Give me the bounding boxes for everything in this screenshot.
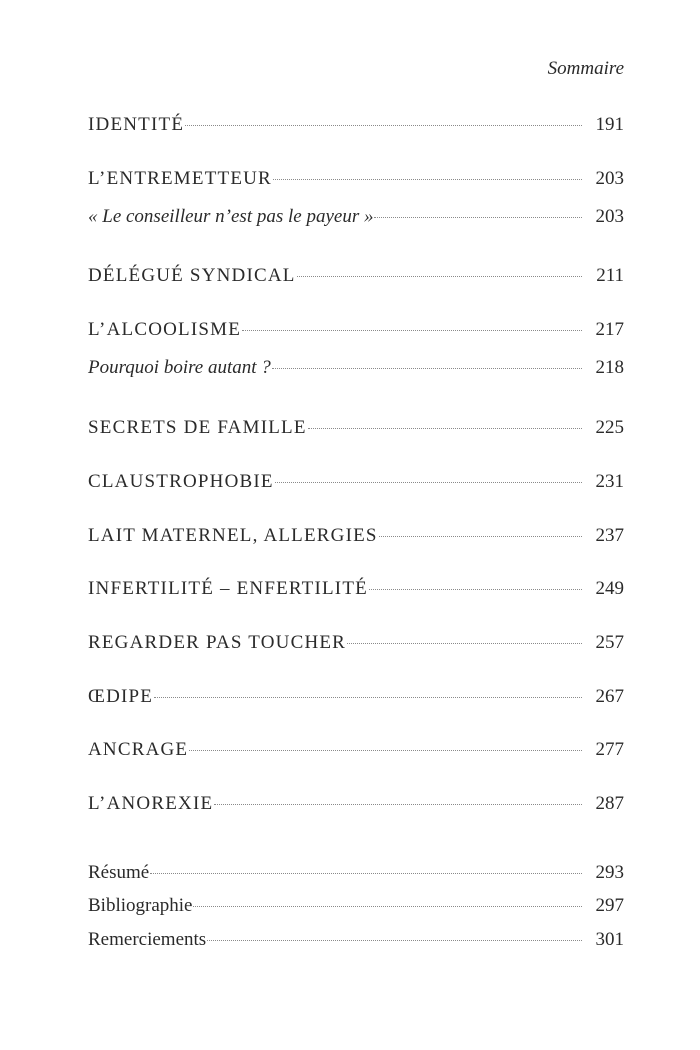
toc-entry-title: ANCRAGE bbox=[88, 739, 189, 760]
toc-entry-page: 211 bbox=[596, 265, 624, 286]
toc-entry-claustrophobie[interactable] bbox=[88, 470, 624, 494]
dot-leader bbox=[374, 217, 582, 218]
dot-leader bbox=[154, 697, 582, 698]
toc-entry-page: 249 bbox=[595, 578, 624, 599]
toc-entry-title: Bibliographie bbox=[88, 895, 193, 916]
toc-entry-identite[interactable] bbox=[88, 113, 624, 137]
dot-leader bbox=[308, 428, 582, 429]
toc-entry-bibliographie[interactable] bbox=[88, 894, 624, 918]
toc-entry-title: REGARDER PAS TOUCHER bbox=[88, 632, 347, 653]
toc-entry-regarder-pas-toucher[interactable] bbox=[88, 631, 624, 655]
toc-entry-title: L’ALCOOLISME bbox=[88, 319, 242, 340]
dot-leader bbox=[214, 804, 582, 805]
dot-leader bbox=[379, 536, 582, 537]
toc-entry-title: ŒDIPE bbox=[88, 686, 154, 707]
toc-entry-title: Remerciements bbox=[88, 929, 207, 950]
dot-leader bbox=[242, 330, 582, 331]
toc-entry-title: L’ENTREMETTEUR bbox=[88, 168, 272, 189]
toc-entry-oedipe[interactable] bbox=[88, 685, 624, 709]
toc-entry-alcoolisme[interactable] bbox=[88, 318, 624, 342]
toc-entry-title: Pourquoi boire autant ? bbox=[88, 357, 271, 378]
toc-entry-page: 287 bbox=[595, 793, 624, 814]
toc-entry-page: 191 bbox=[595, 114, 624, 135]
toc-entry-page: 297 bbox=[595, 895, 624, 916]
toc-entry-page: 203 bbox=[595, 206, 624, 227]
toc-entry-anorexie[interactable] bbox=[88, 792, 624, 816]
toc-entry-lait-maternel[interactable] bbox=[88, 524, 624, 548]
toc-entry-title: Résumé bbox=[88, 862, 150, 883]
dot-leader bbox=[189, 750, 582, 751]
dot-leader bbox=[207, 940, 582, 941]
toc-entry-page: 293 bbox=[595, 862, 624, 883]
toc-entry-title: IDENTITÉ bbox=[88, 114, 185, 135]
dot-leader bbox=[185, 125, 582, 126]
toc-subentry-pourquoi-boire[interactable] bbox=[88, 356, 624, 380]
dot-leader bbox=[272, 368, 582, 369]
toc-entry-title: DÉLÉGUÉ SYNDICAL bbox=[88, 265, 296, 286]
toc-entry-resume[interactable] bbox=[88, 861, 624, 885]
toc-entry-page: 203 bbox=[595, 168, 624, 189]
toc-entry-page: 225 bbox=[595, 417, 624, 438]
toc-entry-delegue-syndical[interactable] bbox=[88, 264, 624, 288]
dot-leader bbox=[275, 482, 582, 483]
toc-entry-title: LAIT MATERNEL, ALLERGIES bbox=[88, 525, 378, 546]
dot-leader bbox=[347, 643, 582, 644]
dot-leader bbox=[297, 276, 582, 277]
running-head: Sommaire bbox=[547, 58, 624, 79]
dot-leader bbox=[150, 873, 582, 874]
toc-entry-ancrage[interactable] bbox=[88, 738, 624, 762]
toc-entry-title: INFERTILITÉ – ENFERTILITÉ bbox=[88, 578, 368, 599]
toc-entry-page: 277 bbox=[595, 739, 624, 760]
toc-entry-page: 231 bbox=[595, 471, 624, 492]
toc-subentry-conseilleur[interactable] bbox=[88, 205, 624, 229]
toc-entry-infertilite[interactable] bbox=[88, 577, 624, 601]
toc-entry-title: CLAUSTROPHOBIE bbox=[88, 471, 274, 492]
toc-entry-page: 267 bbox=[595, 686, 624, 707]
toc-entry-entremetteur[interactable] bbox=[88, 167, 624, 191]
toc-entry-page: 218 bbox=[595, 357, 624, 378]
dot-leader bbox=[193, 906, 582, 907]
toc-entry-remerciements[interactable] bbox=[88, 928, 624, 952]
toc-entry-secrets-de-famille[interactable] bbox=[88, 416, 624, 440]
toc-entry-page: 301 bbox=[595, 929, 624, 950]
toc-entry-title: SECRETS DE FAMILLE bbox=[88, 417, 307, 438]
toc-entry-page: 257 bbox=[595, 632, 624, 653]
dot-leader bbox=[369, 589, 582, 590]
toc-entry-title: « Le conseilleur n’est pas le payeur » bbox=[88, 206, 374, 227]
toc-entry-page: 217 bbox=[595, 319, 624, 340]
toc-entry-page: 237 bbox=[595, 525, 624, 546]
dot-leader bbox=[273, 179, 582, 180]
toc-entry-title: L’ANOREXIE bbox=[88, 793, 214, 814]
